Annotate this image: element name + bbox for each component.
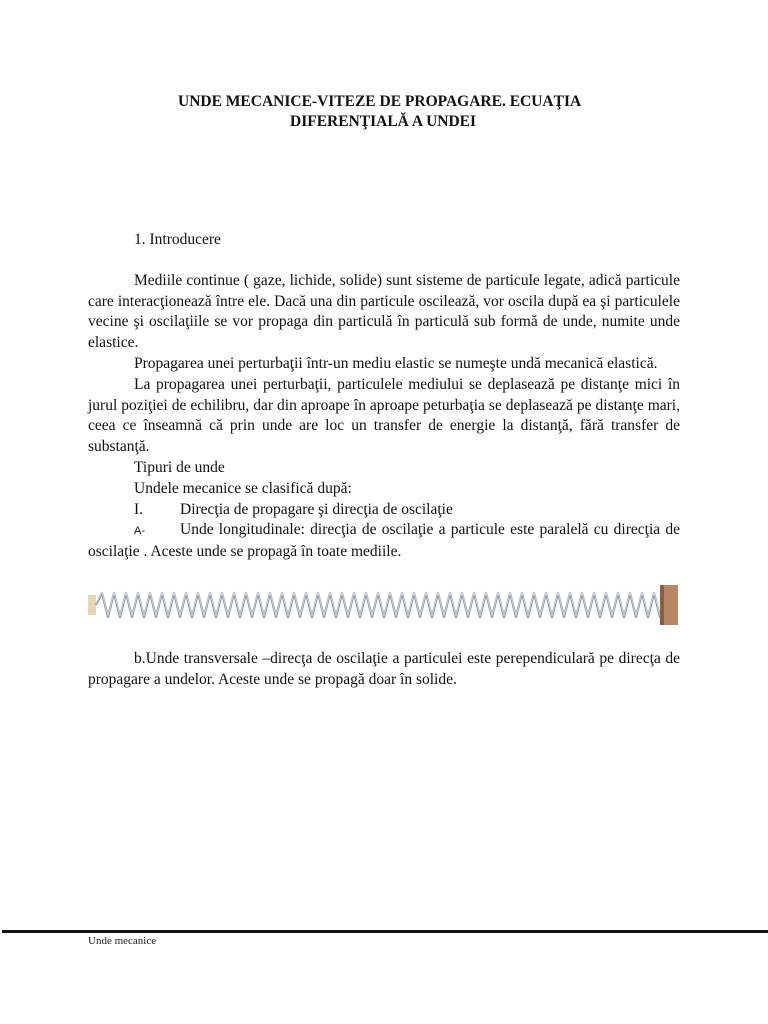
paragraph-wave-types: Tipuri de unde xyxy=(134,458,225,476)
paragraph-intro: Mediile continue ( gaze, lichide, solide) sunt sisteme de particule legate, adică particule care interacţionează între ele. Dacă una din particule oscilează, vor oscila după ea şi particulele vecine şi oscilaţiile se vor propaga din particulă în particulă sub formă de unde, numite unde elastice. xyxy=(88,271,680,352)
section-heading: 1. Introducere xyxy=(134,231,221,248)
paragraph-classification: Undele mecanice se clasifică după: xyxy=(134,479,352,497)
title-line-2: DIFERENŢIALĂ A UNDEI xyxy=(290,113,477,130)
list-item-text: Direcţia de propagare şi direcţia de oscilaţie xyxy=(180,500,453,518)
footer-label: Unde mecanice xyxy=(88,935,157,947)
list-item-longitudinal xyxy=(88,520,680,563)
paragraph-transversal: b.Unde transversale –direcţa de oscilaţie a particulei este perependiculară pe direcţa de propagare a undelor. Aceste unde se propagă doar în solide. xyxy=(88,650,680,688)
spring-figure xyxy=(88,583,678,627)
spring-left-end xyxy=(88,595,96,615)
footer-divider xyxy=(2,930,768,933)
list-item-longitudinal-text: Unde longitudinale: direcţia de oscilaţie a particule este paralelă cu direcţia de oscilaţie . Aceste unde se propagă în toate mediile. xyxy=(88,521,680,561)
document-body xyxy=(88,230,680,563)
list-marker-letter: A- xyxy=(134,525,145,538)
paragraph-propagation: La propagarea unei perturbaţii, particulele mediului se deplasează pe distanţe mici în jurul poziţiei de echilibru, dar din aproape în aproape peturbaţia se deplasează pe distanţe mari, ceea ce înseamnă că prin unde are loc un transfer de energie la distanţă, fără transfer de substanţă. xyxy=(88,375,680,456)
list-marker-roman: I. xyxy=(134,500,144,518)
list-item-direction xyxy=(88,500,680,521)
title-line-1: UNDE MECANICE-VITEZE DE PROPAGARE. ECUAŢIA xyxy=(178,93,582,110)
paragraph-definition: Propagarea unei perturbaţii într-un mediu elastic se numeşte undă mecanică elastică. xyxy=(134,354,658,372)
